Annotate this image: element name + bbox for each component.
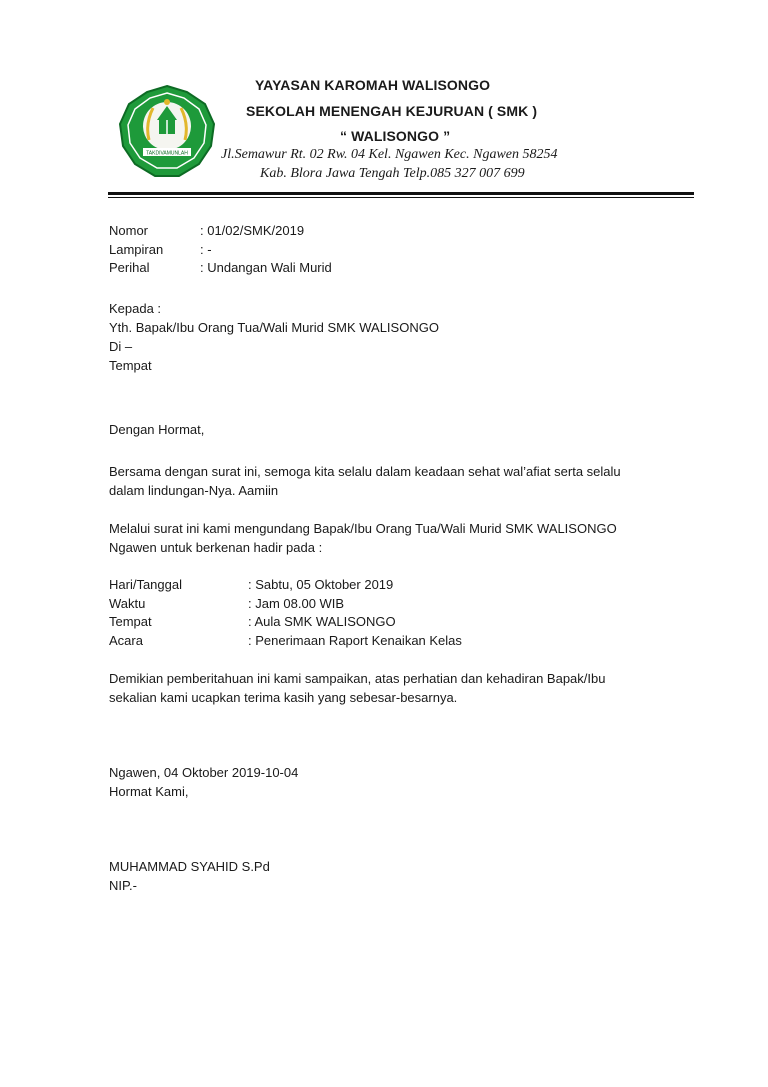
signer-name: MUHAMMAD SYAHID S.Pd xyxy=(109,859,270,874)
recipient-yth: Yth. Bapak/Ibu Orang Tua/Wali Murid SMK WALISONGO xyxy=(109,320,439,335)
school-logo xyxy=(117,84,217,179)
lampiran-label: Lampiran xyxy=(109,242,164,257)
closing-line-2: sekalian kami ucapkan terima kasih yang sebesar-besarnya. xyxy=(109,690,458,705)
school-short-name: “ WALISONGO ” xyxy=(340,128,451,144)
hari-value: : Sabtu, 05 Oktober 2019 xyxy=(248,577,394,592)
school-contact: Kab. Blora Jawa Tengah Telp.085 327 007 699 xyxy=(260,166,525,181)
school-name: SEKOLAH MENENGAH KEJURUAN ( SMK ) xyxy=(246,103,538,119)
nomor-value: : 01/02/SMK/2019 xyxy=(200,223,305,238)
lampiran-value: : - xyxy=(200,242,212,257)
recipient-tempat: Tempat xyxy=(109,358,152,373)
school-address: Jl.Semawur Rt. 02 Rw. 04 Kel. Ngawen Kec. Ngawen 58254 xyxy=(221,147,558,162)
hormat-kami: Hormat Kami, xyxy=(109,784,189,799)
foundation-name: YAYASAN KAROMAH WALISONGO xyxy=(255,77,491,93)
perihal-label: Perihal xyxy=(109,260,150,275)
perihal-value: : Undangan Wali Murid xyxy=(200,260,332,275)
tempat-label: Tempat xyxy=(109,614,152,629)
paragraph-1-line-2: dalam lindungan-Nya. Aamiin xyxy=(109,483,279,498)
letterhead-rule-thin xyxy=(108,197,694,198)
paragraph-2-line-1: Melalui surat ini kami mengundang Bapak/Ibu Orang Tua/Wali Murid SMK WALISONGO xyxy=(109,521,617,536)
signer-nip: NIP.- xyxy=(109,878,137,893)
hari-label: Hari/Tanggal xyxy=(109,577,182,592)
waktu-label: Waktu xyxy=(109,596,146,611)
recipient-kepada: Kepada : xyxy=(109,301,162,316)
paragraph-2-line-2: Ngawen untuk berkenan hadir pada : xyxy=(109,540,323,555)
acara-value: : Penerimaan Raport Kenaikan Kelas xyxy=(248,633,462,648)
nomor-label: Nomor xyxy=(109,223,149,238)
closing-line-1: Demikian pemberitahuan ini kami sampaikan, atas perhatian dan kehadiran Bapak/Ibu xyxy=(109,671,606,686)
recipient-di: Di – xyxy=(109,339,133,354)
salutation: Dengan Hormat, xyxy=(109,422,205,437)
logo-banner-text: TAKDIVAMUNLAH xyxy=(146,150,188,157)
logo-star xyxy=(164,99,170,105)
letter-date: Ngawen, 04 Oktober 2019-10-04 xyxy=(109,765,299,780)
letterhead-rule-thick xyxy=(108,192,694,195)
waktu-value: : Jam 08.00 WIB xyxy=(248,596,345,611)
paragraph-1-line-1: Bersama dengan surat ini, semoga kita selalu dalam keadaan sehat wal’afiat serta selalu xyxy=(109,464,621,479)
acara-label: Acara xyxy=(109,633,143,648)
tempat-value: : Aula SMK WALISONGO xyxy=(248,614,396,629)
